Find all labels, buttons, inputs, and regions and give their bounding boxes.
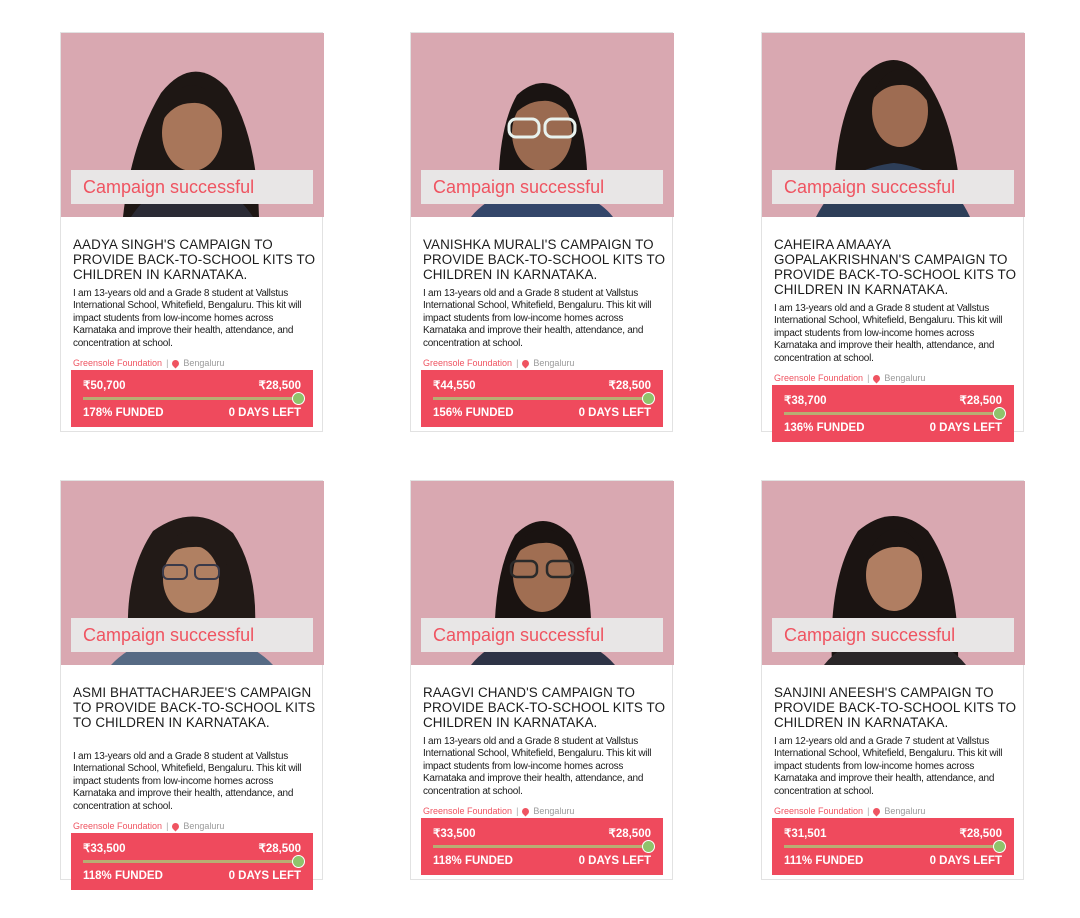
campaign-meta: Greensole Foundation | Bengaluru (774, 373, 926, 383)
progress-knob (993, 840, 1006, 853)
campaign-description: I am 12-years old and a Grade 7 student at Vallstus International School, Whitefield, Bengaluru. This kit will impact students from low-income homes across Karnataka and improve their health, attendance, and concentration at school. (774, 736, 1003, 797)
campaign-title[interactable]: AADYA SINGH'S CAMPAIGN TO PROVIDE BACK-TO-SCHOOL KITS TO CHILDREN IN KARNATAKA. (73, 237, 316, 282)
progress-knob (642, 392, 655, 405)
campaign-description: I am 13-years old and a Grade 8 student at Vallstus International School, Whitefield, Bengaluru. This kit will impact students from low-income homes across Karnataka and improve their health, attendance, and concentration at school. (73, 288, 302, 349)
campaign-photo[interactable] (411, 33, 674, 217)
progress-knob (292, 855, 305, 868)
progress-track (83, 397, 299, 400)
funding-panel (772, 818, 1014, 875)
funding-panel (71, 833, 313, 890)
location-pin-icon (521, 359, 531, 369)
days-left: 0 DAYS LEFT (228, 870, 301, 882)
days-left: 0 DAYS LEFT (578, 855, 651, 867)
campaign-description: I am 13-years old and a Grade 8 student at Vallstus International School, Whitefield, Bengaluru. This kit will impact students from low-income homes across Karnataka and improve their health, attendance, and concentration at school. (73, 751, 302, 812)
campaign-photo[interactable] (762, 481, 1025, 665)
campaign-status-badge: Campaign successful (772, 618, 1014, 652)
amount-raised: ₹33,500 (83, 843, 126, 855)
campaign-card[interactable] (410, 32, 673, 432)
organization-link[interactable]: Greensole Foundation (73, 358, 163, 368)
location-label: Bengaluru (533, 358, 575, 368)
campaign-description: I am 13-years old and a Grade 8 student at Vallstus International School, Whitefield, Bengaluru. This kit will impact students from low-income homes across Karnataka and improve their health, attendance, and concentration at school. (774, 303, 1003, 364)
campaign-card[interactable] (761, 32, 1024, 432)
funded-percent: 111% FUNDED (784, 855, 864, 867)
location-pin-icon (171, 822, 181, 832)
campaign-meta: Greensole Foundation | Bengaluru (423, 358, 575, 368)
days-left: 0 DAYS LEFT (228, 407, 301, 419)
organization-link[interactable]: Greensole Foundation (774, 806, 864, 816)
campaign-card[interactable] (60, 32, 323, 432)
funded-percent: 136% FUNDED (784, 422, 865, 434)
location-pin-icon (521, 807, 531, 817)
campaign-card[interactable] (410, 480, 673, 880)
funding-panel (421, 370, 663, 427)
location-label: Bengaluru (884, 806, 926, 816)
campaign-status-badge: Campaign successful (71, 618, 313, 652)
location-pin-icon (872, 374, 882, 384)
organization-link[interactable]: Greensole Foundation (774, 373, 864, 383)
days-left: 0 DAYS LEFT (929, 422, 1002, 434)
campaign-description: I am 13-years old and a Grade 8 student at Vallstus International School, Whitefield, Bengaluru. This kit will impact students from low-income homes across Karnataka and improve their health, attendance, and concentration at school. (423, 736, 652, 797)
goal-amount: ₹28,500 (959, 395, 1002, 407)
days-left: 0 DAYS LEFT (578, 407, 651, 419)
progress-track (433, 397, 649, 400)
amount-raised: ₹50,700 (83, 380, 126, 392)
goal-amount: ₹28,500 (258, 380, 301, 392)
amount-raised: ₹44,550 (433, 380, 476, 392)
campaign-description: I am 13-years old and a Grade 8 student at Vallstus International School, Whitefield, Bengaluru. This kit will impact students from low-income homes across Karnataka and improve their health, attendance, and concentration at school. (423, 288, 652, 349)
funded-percent: 118% FUNDED (83, 870, 163, 882)
campaign-card[interactable] (761, 480, 1024, 880)
campaign-photo[interactable] (61, 33, 324, 217)
campaign-meta: Greensole Foundation | Bengaluru (774, 806, 926, 816)
organization-link[interactable]: Greensole Foundation (73, 821, 163, 831)
location-label: Bengaluru (884, 373, 926, 383)
funded-percent: 156% FUNDED (433, 407, 514, 419)
campaign-meta: Greensole Foundation | Bengaluru (73, 821, 225, 831)
campaign-meta: Greensole Foundation | Bengaluru (73, 358, 225, 368)
campaign-status-badge: Campaign successful (772, 170, 1014, 204)
funded-percent: 118% FUNDED (433, 855, 513, 867)
location-label: Bengaluru (533, 806, 575, 816)
amount-raised: ₹33,500 (433, 828, 476, 840)
campaign-card[interactable] (60, 480, 323, 880)
location-pin-icon (872, 807, 882, 817)
days-left: 0 DAYS LEFT (929, 855, 1002, 867)
progress-knob (292, 392, 305, 405)
funding-panel (421, 818, 663, 875)
campaign-title[interactable]: VANISHKA MURALI'S CAMPAIGN TO PROVIDE BACK-TO-SCHOOL KITS TO CHILDREN IN KARNATAKA. (423, 237, 666, 282)
campaign-status-badge: Campaign successful (71, 170, 313, 204)
organization-link[interactable]: Greensole Foundation (423, 358, 513, 368)
funding-panel (71, 370, 313, 427)
organization-link[interactable]: Greensole Foundation (423, 806, 513, 816)
campaign-title[interactable]: RAAGVI CHAND'S CAMPAIGN TO PROVIDE BACK-TO-SCHOOL KITS TO CHILDREN IN KARNATAKA. (423, 685, 666, 730)
campaign-status-badge: Campaign successful (421, 618, 663, 652)
amount-raised: ₹31,501 (784, 828, 827, 840)
campaign-photo[interactable] (411, 481, 674, 665)
funded-percent: 178% FUNDED (83, 407, 164, 419)
campaign-title[interactable]: ASMI BHATTACHARJEE'S CAMPAIGN TO PROVIDE BACK-TO-SCHOOL KITS TO CHILDREN IN KARNATAKA. (73, 685, 316, 730)
goal-amount: ₹28,500 (258, 843, 301, 855)
progress-track (83, 860, 299, 863)
location-pin-icon (171, 359, 181, 369)
progress-knob (642, 840, 655, 853)
progress-track (784, 412, 1000, 415)
funding-panel (772, 385, 1014, 442)
campaign-photo[interactable] (762, 33, 1025, 217)
campaign-photo[interactable] (61, 481, 324, 665)
campaign-title[interactable]: SANJINI ANEESH'S CAMPAIGN TO PROVIDE BACK-TO-SCHOOL KITS TO CHILDREN IN KARNATAKA. (774, 685, 1017, 730)
goal-amount: ₹28,500 (608, 380, 651, 392)
amount-raised: ₹38,700 (784, 395, 827, 407)
campaign-meta: Greensole Foundation | Bengaluru (423, 806, 575, 816)
location-label: Bengaluru (183, 358, 225, 368)
progress-track (433, 845, 649, 848)
goal-amount: ₹28,500 (959, 828, 1002, 840)
location-label: Bengaluru (183, 821, 225, 831)
goal-amount: ₹28,500 (608, 828, 651, 840)
campaign-title[interactable]: CAHEIRA AMAAYA GOPALAKRISHNAN'S CAMPAIGN TO PROVIDE BACK-TO-SCHOOL KITS TO CHILDREN IN KARNATAKA. (774, 237, 1017, 297)
progress-knob (993, 407, 1006, 420)
progress-track (784, 845, 1000, 848)
campaign-status-badge: Campaign successful (421, 170, 663, 204)
